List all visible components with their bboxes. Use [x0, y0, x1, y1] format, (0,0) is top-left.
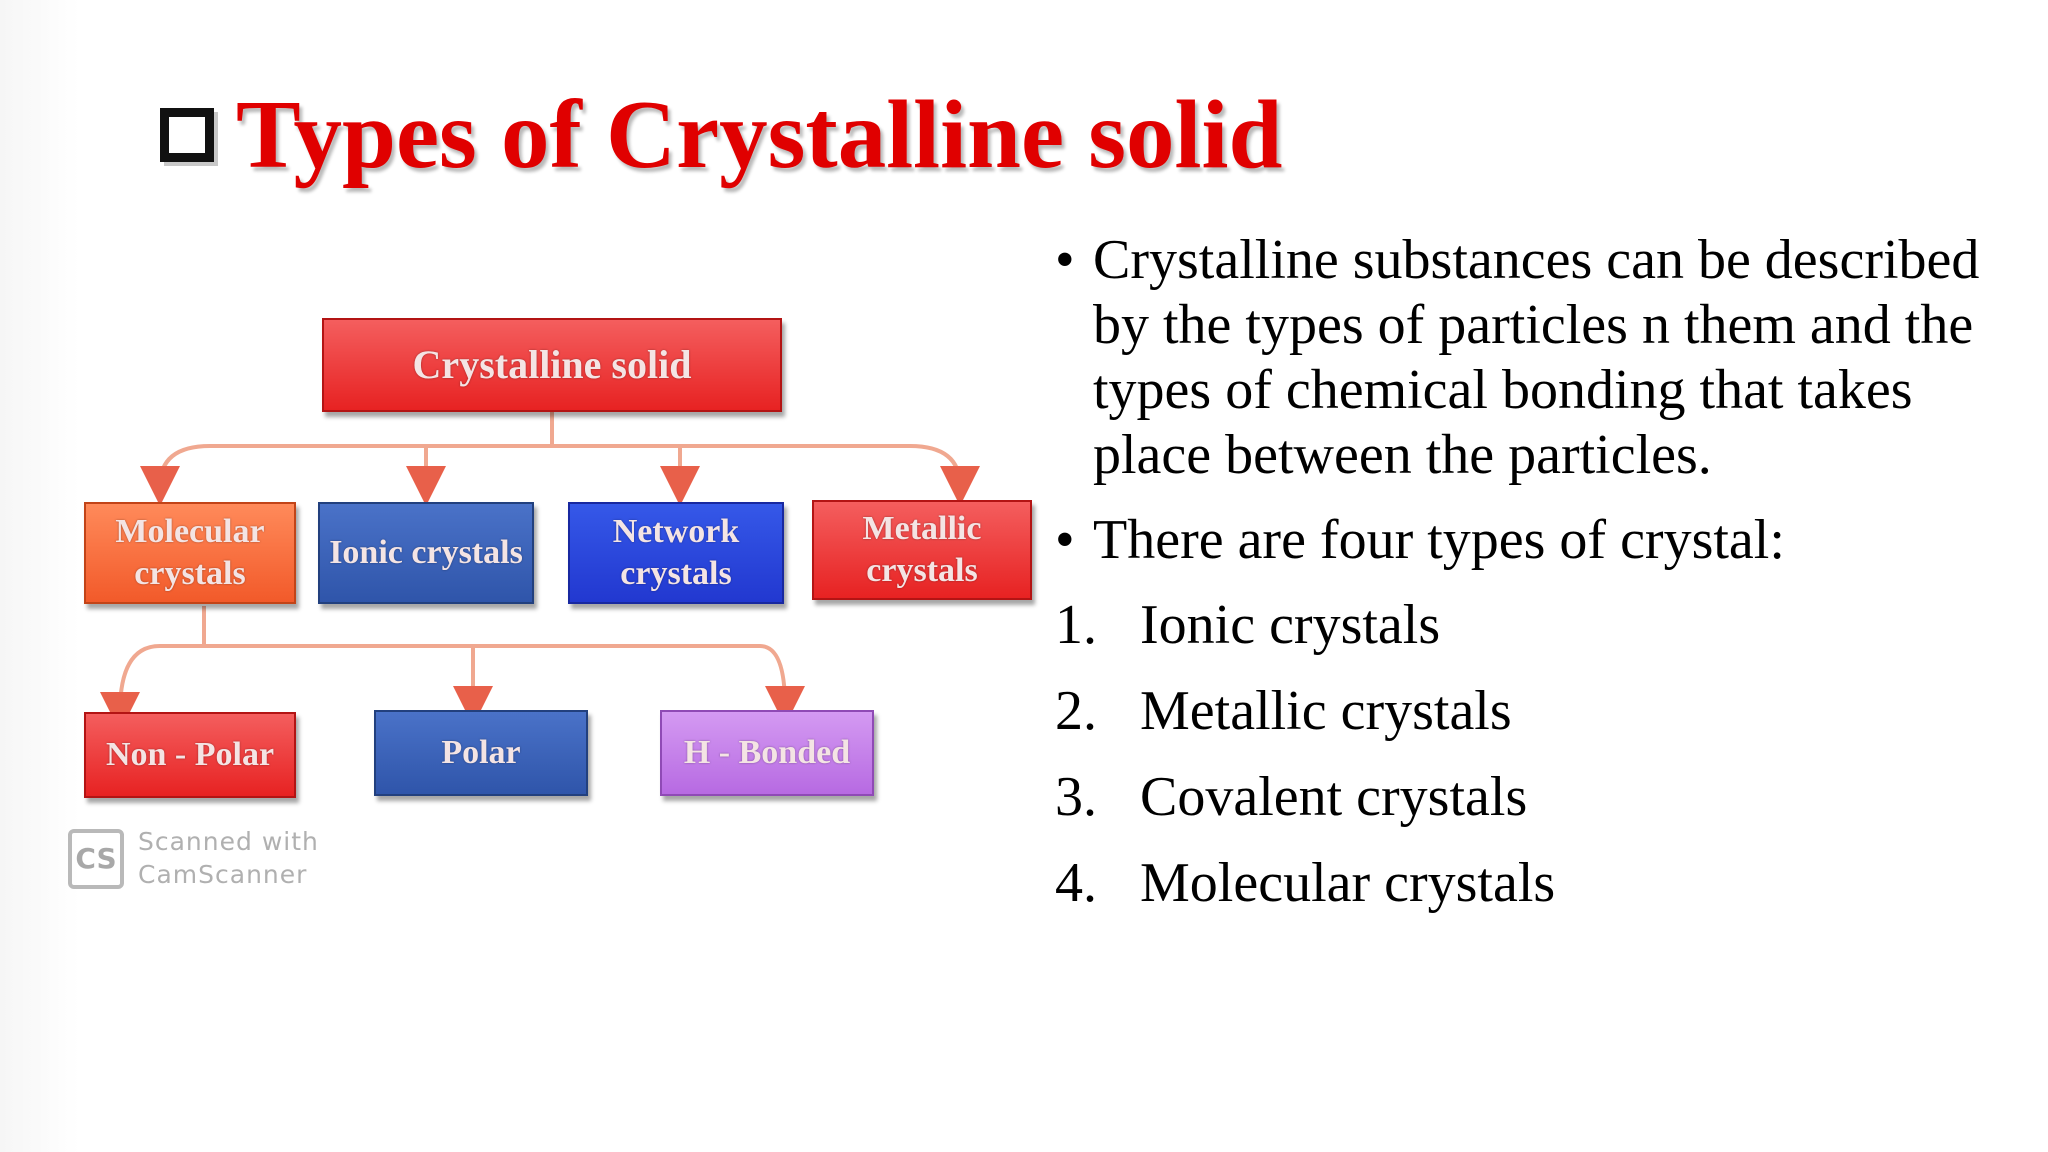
connector-to-hbonded: [760, 646, 785, 706]
bullet-item: [1055, 228, 1985, 488]
node-metallic-crystals: Metallic crystals: [812, 500, 1032, 600]
watermark-line-1: Scanned with: [138, 827, 319, 856]
checkbox-bullet-icon: [160, 108, 214, 162]
slide-title: [160, 81, 1283, 188]
node-molecular-crystals: Molecular crystals: [84, 502, 296, 604]
list-item: [1055, 851, 1985, 916]
bullet-item: [1055, 508, 1985, 573]
node-non-polar: Non - Polar: [84, 712, 296, 798]
list-number: 4.: [1055, 852, 1097, 914]
node-ionic-crystals: Ionic crystals: [318, 502, 534, 604]
connector-to-metallic: [910, 446, 960, 486]
list-text: Covalent crystals: [1140, 766, 1528, 828]
list-text: Ionic crystals: [1140, 594, 1441, 656]
watermark-text: [138, 826, 319, 891]
list-item: [1055, 593, 1985, 658]
list-item: [1055, 765, 1985, 830]
bullet-text-1: Crystalline substances can be described by the types of particles n them and the types of chemical bonding that takes place between the particles.: [1093, 229, 1980, 486]
list-text: Metallic crystals: [1140, 680, 1512, 742]
connector-to-nonpolar: [120, 646, 160, 712]
list-number: 1.: [1055, 594, 1097, 656]
bullet-dot-icon: •: [1055, 229, 1075, 291]
connector-to-molecular: [160, 446, 210, 486]
list-number: 3.: [1055, 766, 1097, 828]
explanation-text: [1055, 228, 1985, 937]
camscanner-watermark: [68, 826, 319, 891]
bullet-text-2: There are four types of crystal:: [1093, 509, 1785, 571]
list-number: 2.: [1055, 680, 1097, 742]
node-network-crystals: Network crystals: [568, 502, 784, 604]
node-h-bonded: H - Bonded: [660, 710, 874, 796]
node-polar: Polar: [374, 710, 588, 796]
node-crystalline-solid: Crystalline solid: [322, 318, 782, 412]
camscanner-logo-icon: CS: [68, 829, 124, 889]
list-text: Molecular crystals: [1140, 852, 1556, 914]
watermark-line-2: CamScanner: [138, 859, 308, 889]
slide-title-text: Types of Crystalline solid: [236, 81, 1283, 188]
list-item: [1055, 679, 1985, 744]
bullet-dot-icon: •: [1055, 509, 1075, 571]
